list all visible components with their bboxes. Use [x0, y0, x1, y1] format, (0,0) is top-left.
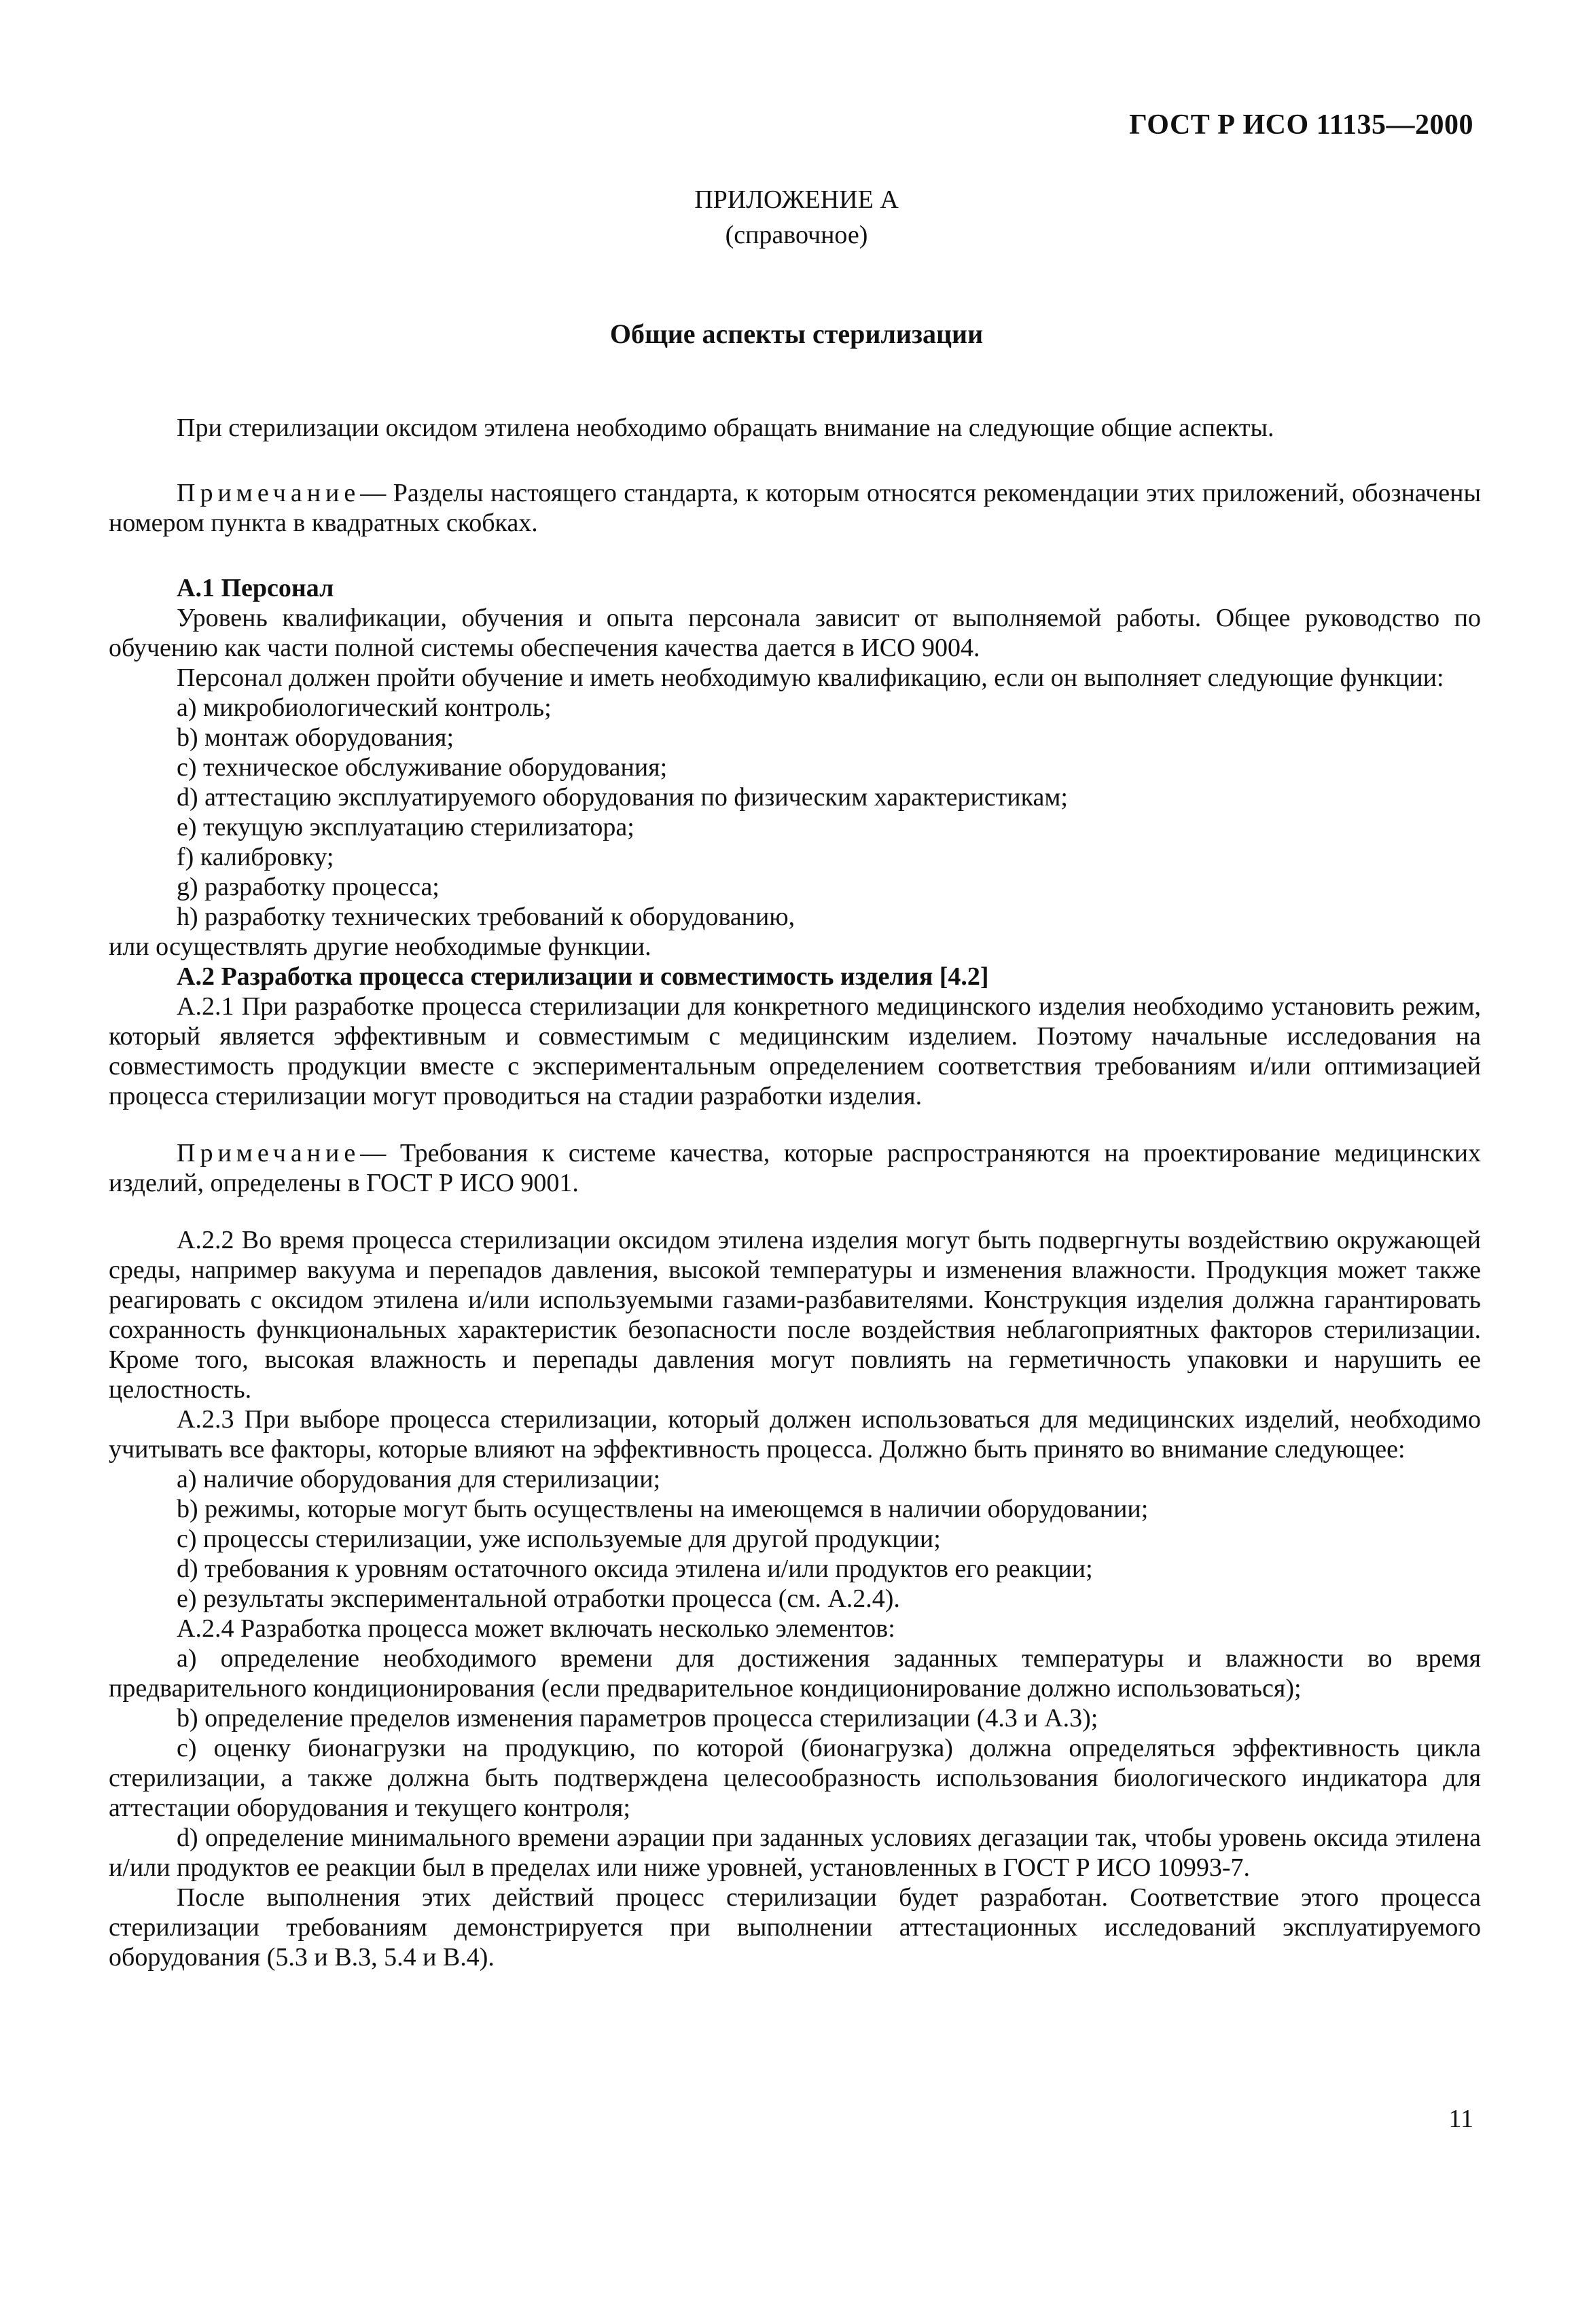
list-item: h) разработку технических требований к оборудованию,	[177, 903, 795, 931]
page-number: 11	[1448, 2105, 1473, 2133]
paragraph: А.2.3 При выборе процесса стерилизации, который должен использоваться для медицинских изделий, необходимо учитывать все факторы, которые влияют на эффективность процесса. Должно быть принято во внимание следующее:	[109, 1405, 1481, 1464]
list-item: f) калибровку;	[177, 843, 334, 871]
appendix-subtitle: (справочное)	[725, 221, 868, 249]
section-heading-a1: А.1 Персонал	[177, 574, 334, 602]
list-item: е) текущую эксплуатацию стерилизатора;	[177, 813, 634, 841]
paragraph: После выполнения этих действий процесс стерилизации будет разработан. Соответствие этого процесса стерилизации требованиям демонстрируется при выполнении аттестационных исследований эксплуатируемого оборудования (5.3 и В.3, 5.4 и В.4).	[109, 1883, 1481, 1972]
list-item: b) режимы, которые могут быть осуществлены на имеющемся в наличии оборудовании;	[177, 1495, 1149, 1523]
list-item: а) определение необходимого времени для достижения заданных температуры и влажности во время предварительного кондиционирования (если предварительное кондиционирование должно использоваться);	[109, 1644, 1481, 1703]
list-item: d) аттестацию эксплуатируемого оборудования по физическим характеристикам;	[177, 783, 1068, 812]
list-item: с) процессы стерилизации, уже используемые для другой продукции;	[177, 1525, 941, 1553]
paragraph: А.2.2 Во время процесса стерилизации оксидом этилена изделия могут быть подвергнуты воздействию окружающей среды, например вакуума и перепадов давления, высокой температуры и изменения влажности. Продукция может также реагировать с оксидом этилена и/или используемыми газами-разбавителями. Конструкция изделия должна гарантировать сохранность функциональных характеристик безопасности после воздействия неблагоприятных факторов стерилизации. Кроме того, высокая влажность и перепады давления могут повлиять на герметичность упаковки и нарушить ее целостность.	[109, 1226, 1481, 1404]
note-text: — Разделы настоящего стандарта, к которым относятся рекомендации этих приложений, обозначены номером пункта в квадратных скобках.	[109, 479, 1481, 537]
paragraph: Персонал должен пройти обучение и иметь необходимую квалификацию, если он выполняет следующие функции:	[177, 664, 1444, 692]
list-item: b) монтаж оборудования;	[177, 723, 454, 752]
note-paragraph	[109, 478, 1481, 538]
paragraph: А.2.1 При разработке процесса стерилизации для конкретного медицинского изделия необходимо установить режим, который является эффективным и совместимым с медицинским изделием. Поэтому начальные исследования на совместимость продукции вместе с экспериментальным определением соответствия требованиям и/или оптимизацией процесса стерилизации могут проводиться на стадии разработки изделия.	[109, 992, 1481, 1110]
intro-paragraph: При стерилизации оксидом этилена необходимо обращать внимание на следующие общие аспекты.	[177, 414, 1274, 442]
paragraph: или осуществлять другие необходимые функции.	[109, 932, 651, 961]
list-item: b) определение пределов изменения параметров процесса стерилизации (4.3 и А.3);	[177, 1704, 1098, 1732]
document-code: ГОСТ Р ИСО 11135—2000	[1129, 109, 1473, 141]
note-label: Примечание	[177, 1139, 361, 1167]
appendix-heading	[0, 182, 1593, 253]
list-item: е) результаты экспериментальной отработки процесса (см. А.2.4).	[177, 1584, 900, 1613]
paragraph: А.2.4 Разработка процесса может включать несколько элементов:	[177, 1614, 895, 1643]
document-title: Общие аспекты стерилизации	[609, 319, 984, 349]
list-item: g) разработку процесса;	[177, 873, 440, 901]
list-item: d) требования к уровням остаточного оксида этилена и/или продуктов его реакции;	[177, 1555, 1093, 1583]
list-item: с) оценку бионагрузки на продукцию, по которой (бионагрузка) должна определяться эффективность цикла стерилизации, а также должна быть подтверждена целесообразность использования биологического индикатора для аттестации оборудования и текущего контроля;	[109, 1734, 1481, 1822]
note-text: — Требования к системе качества, которые распространяются на проектирование медицинских изделий, определены в ГОСТ Р ИСО 9001.	[109, 1139, 1481, 1197]
note-paragraph	[109, 1138, 1481, 1198]
list-item: d) определение минимального времени аэрации при заданных условиях дегазации так, чтобы уровень оксида этилена и/или продуктов ее реакции был в пределах или ниже уровней, установленных в ГОСТ Р ИСО 10993-7.	[109, 1823, 1481, 1882]
paragraph: Уровень квалификации, обучения и опыта персонала зависит от выполняемой работы. Общее руководство по обучению как части полной системы обеспечения качества дается в ИСО 9004.	[109, 604, 1481, 662]
appendix-title: ПРИЛОЖЕНИЕ А	[694, 185, 899, 214]
section-heading-a2: А.2 Разработка процесса стерилизации и совместимость изделия [4.2]	[177, 962, 989, 991]
list-item: с) техническое обслуживание оборудования;	[177, 753, 668, 782]
list-item: а) микробиологический контроль;	[177, 693, 552, 722]
list-item: а) наличие оборудования для стерилизации;	[177, 1465, 661, 1493]
note-label: Примечание	[177, 479, 361, 507]
document-body	[109, 413, 1481, 1972]
